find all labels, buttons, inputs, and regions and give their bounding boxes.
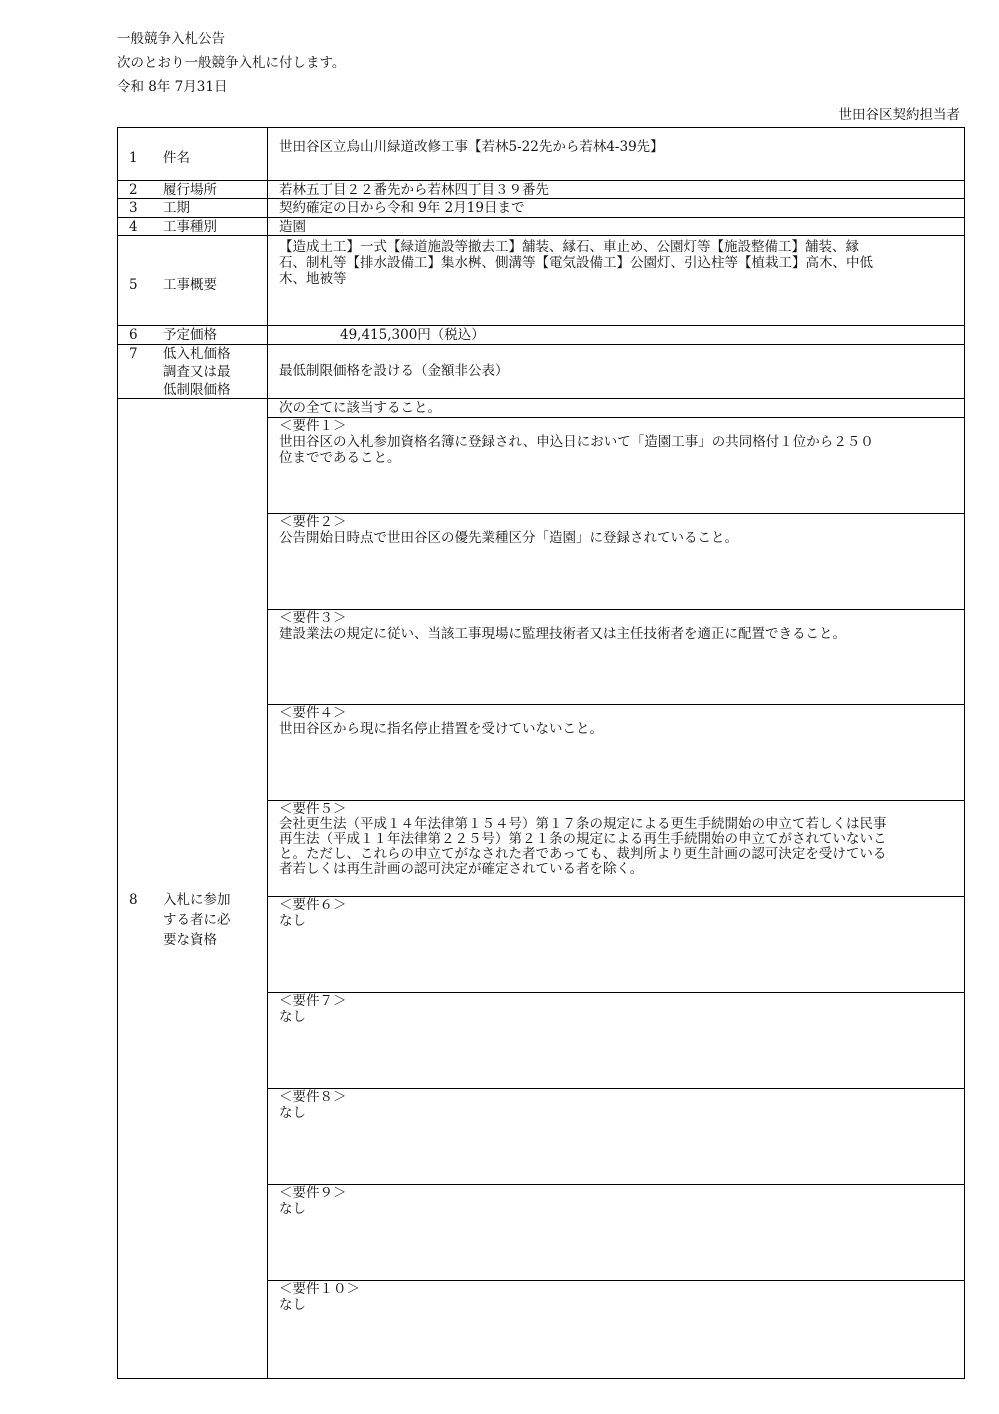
requirement-8-text: なし <box>279 1105 306 1121</box>
row-label-qualifications-line2: する者に必 <box>163 912 231 928</box>
requirement-4-title: ＜要件４＞ <box>279 705 347 721</box>
row-label-qualifications-line3: 要な資格 <box>163 932 217 948</box>
requirement-3-title: ＜要件３＞ <box>279 610 347 626</box>
row-label-minimum-price-line3: 低制限価格 <box>163 382 231 398</box>
row-value-location: 若林五丁目２２番先から若林四丁目３９番先 <box>279 182 549 198</box>
row-label-subject: 件名 <box>163 150 190 166</box>
requirement-6-title: ＜要件６＞ <box>279 897 347 913</box>
requirement-7-title: ＜要件７＞ <box>279 993 347 1009</box>
requirement-2-title: ＜要件２＞ <box>279 514 347 530</box>
row-label-estimated-price: 予定価格 <box>163 327 217 343</box>
requirement-2-text: 公告開始日時点で世田谷区の優先業種区分「造園」に登録されていること。 <box>279 530 738 546</box>
requirement-10-title: ＜要件１０＞ <box>279 1281 360 1297</box>
requirement-1-text: 世田谷区の入札参加資格名簿に登録され、申込日において「造園工事」の共同格付１位から２５０位までであること。 <box>279 434 874 466</box>
row-label-location: 履行場所 <box>163 182 217 198</box>
row-divider <box>117 180 965 181</box>
row-label-work-type: 工事種別 <box>163 219 217 235</box>
table-column-divider <box>267 127 268 1379</box>
requirement-divider <box>267 896 965 897</box>
notice-date: 令和 8年 7月31日 <box>117 79 228 95</box>
requirement-divider <box>267 417 965 418</box>
requirement-1-title: ＜要件１＞ <box>279 418 347 434</box>
contract-office: 世田谷区契約担当者 <box>838 107 960 123</box>
row-value-subject: 世田谷区立烏山川緑道改修工事【若林5-22先から若林4-39先】 <box>279 139 664 155</box>
row-label-qualifications-line1: 入札に参加 <box>163 892 231 908</box>
row-divider <box>117 198 965 199</box>
row-number: 4 <box>129 219 138 235</box>
row-value-overview: 【造成土工】一式【緑道施設等撤去工】舗装、縁石、車止め、公園灯等【施設整備工】舗装、縁石、制札等【排水設備工】集水桝、側溝等【電気設備工】公園灯、引込柱等【植栽工】高木、中低木、地被等 <box>279 239 873 287</box>
row-number: 1 <box>129 150 138 166</box>
row-number: 6 <box>129 327 138 343</box>
row-value-period: 契約確定の日から令和 9年 2月19日まで <box>279 200 525 216</box>
requirement-9-title: ＜要件９＞ <box>279 1185 347 1201</box>
requirement-5-title: ＜要件５＞ <box>279 801 347 817</box>
requirement-10-text: なし <box>279 1297 306 1313</box>
row-number: 3 <box>129 200 138 216</box>
requirement-3-text: 建設業法の規定に従い、当該工事現場に監理技術者又は主任技術者を適正に配置できること。 <box>279 626 846 642</box>
requirement-divider <box>267 609 965 610</box>
row-divider <box>117 217 965 218</box>
row-label-overview: 工事概要 <box>163 277 217 293</box>
requirement-7-text: なし <box>279 1009 306 1025</box>
qualifications-intro: 次の全てに該当すること。 <box>279 400 441 416</box>
requirement-divider <box>267 1280 965 1281</box>
requirement-divider <box>267 1088 965 1089</box>
row-number: 7 <box>129 346 138 362</box>
requirement-6-text: なし <box>279 913 306 929</box>
row-label-period: 工期 <box>163 200 190 216</box>
row-value-minimum-price: 最低制限価格を設ける（金額非公表） <box>279 363 509 379</box>
requirement-divider <box>267 800 965 801</box>
requirement-5-text: 会社更生法（平成１４年法律第１５４号）第１７条の規定による更生手続開始の申立て若しくは民事再生法（平成１１年法律第２２５号）第２１条の規定による再生手続開始の申立てがされていないこと。ただし、これらの申立てがなされた者であっても、裁判所より更生計画の認可決定を受けている者若しくは再生計画の認可決定が確定されている者を除く。 <box>279 816 887 877</box>
row-divider <box>117 235 965 236</box>
row-divider <box>117 344 965 345</box>
row-number: 8 <box>129 892 138 908</box>
row-divider <box>117 325 965 326</box>
requirement-8-title: ＜要件８＞ <box>279 1089 347 1105</box>
requirement-divider <box>267 704 965 705</box>
requirement-divider <box>267 513 965 514</box>
row-value-work-type: 造園 <box>279 219 306 235</box>
row-divider <box>117 398 965 399</box>
row-label-minimum-price-line2: 調査又は最 <box>163 364 231 380</box>
requirement-divider <box>267 1184 965 1185</box>
requirement-divider <box>267 992 965 993</box>
row-number: 5 <box>129 277 138 293</box>
row-number: 2 <box>129 182 138 198</box>
notice-title: 一般競争入札公告 <box>117 31 225 47</box>
notice-intro: 次のとおり一般競争入札に付します。 <box>117 55 346 71</box>
requirement-4-text: 世田谷区から現に指名停止措置を受けていないこと。 <box>279 721 603 737</box>
requirement-9-text: なし <box>279 1201 306 1217</box>
notice-table <box>117 127 965 1379</box>
row-value-estimated-price: 49,415,300円（税込） <box>340 327 485 343</box>
row-label-minimum-price-line1: 低入札価格 <box>163 346 231 362</box>
